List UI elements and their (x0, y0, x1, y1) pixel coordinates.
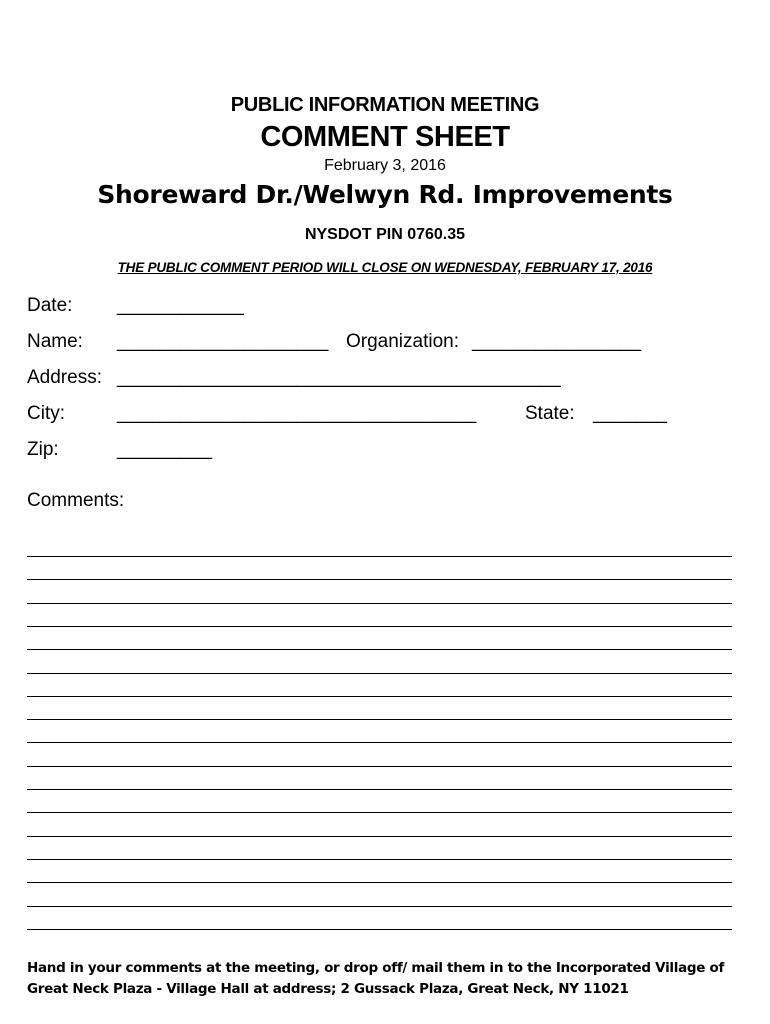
meeting-date: February 3, 2016 (324, 157, 446, 174)
name-label: Name: (27, 331, 83, 352)
project-pin: NYSDOT PIN 0760.35 (304, 226, 466, 243)
organization-label: Organization: (346, 331, 460, 352)
date-label: Date: (27, 295, 73, 316)
address-label: Address: (27, 367, 102, 388)
comment-line[interactable] (27, 906, 732, 907)
state-label: State: (525, 403, 575, 424)
sheet-title: COMMENT SHEET (260, 121, 510, 153)
comment-line[interactable] (27, 882, 732, 883)
comment-line[interactable] (27, 836, 732, 837)
comment-line[interactable] (27, 719, 732, 720)
comment-line[interactable] (27, 742, 732, 743)
city-label: City: (27, 403, 65, 424)
comment-line[interactable] (27, 649, 732, 650)
comment-line[interactable] (27, 673, 732, 674)
meeting-title: PUBLIC INFORMATION MEETING (230, 94, 540, 116)
footer-line-2: Great Neck Plaza - Village Hall at address; 2 Gussack Plaza, Great Neck, NY 11021 (27, 981, 629, 997)
comment-line[interactable] (27, 579, 732, 580)
comment-line[interactable] (27, 603, 732, 604)
comments-label: Comments: (27, 490, 125, 511)
zip-field[interactable]: _________ (117, 439, 213, 460)
comment-line[interactable] (27, 929, 732, 930)
comment-period-notice: THE PUBLIC COMMENT PERIOD WILL CLOSE ON WEDNESDAY, FEBRUARY 17, 2016 (117, 260, 653, 275)
name-field[interactable]: ____________________ (117, 331, 329, 352)
city-field[interactable]: __________________________________ (117, 403, 477, 424)
date-field[interactable]: ____________ (117, 295, 244, 316)
zip-label: Zip: (27, 439, 59, 460)
comment-line[interactable] (27, 556, 732, 557)
comment-line[interactable] (27, 766, 732, 767)
state-field[interactable]: _______ (593, 403, 667, 424)
comment-line[interactable] (27, 789, 732, 790)
organization-field[interactable]: ________________ (472, 331, 642, 352)
address-field[interactable]: __________________________________________ (117, 367, 561, 388)
comment-line[interactable] (27, 859, 732, 860)
project-title: Shoreward Dr./Welwyn Rd. Improvements (97, 180, 673, 209)
comment-line[interactable] (27, 696, 732, 697)
footer-line-1: Hand in your comments at the meeting, or drop off/ mail them in to the Incorporated Village of (27, 960, 725, 976)
footer-instructions (27, 958, 724, 1000)
comment-line[interactable] (27, 626, 732, 627)
comment-line[interactable] (27, 812, 732, 813)
